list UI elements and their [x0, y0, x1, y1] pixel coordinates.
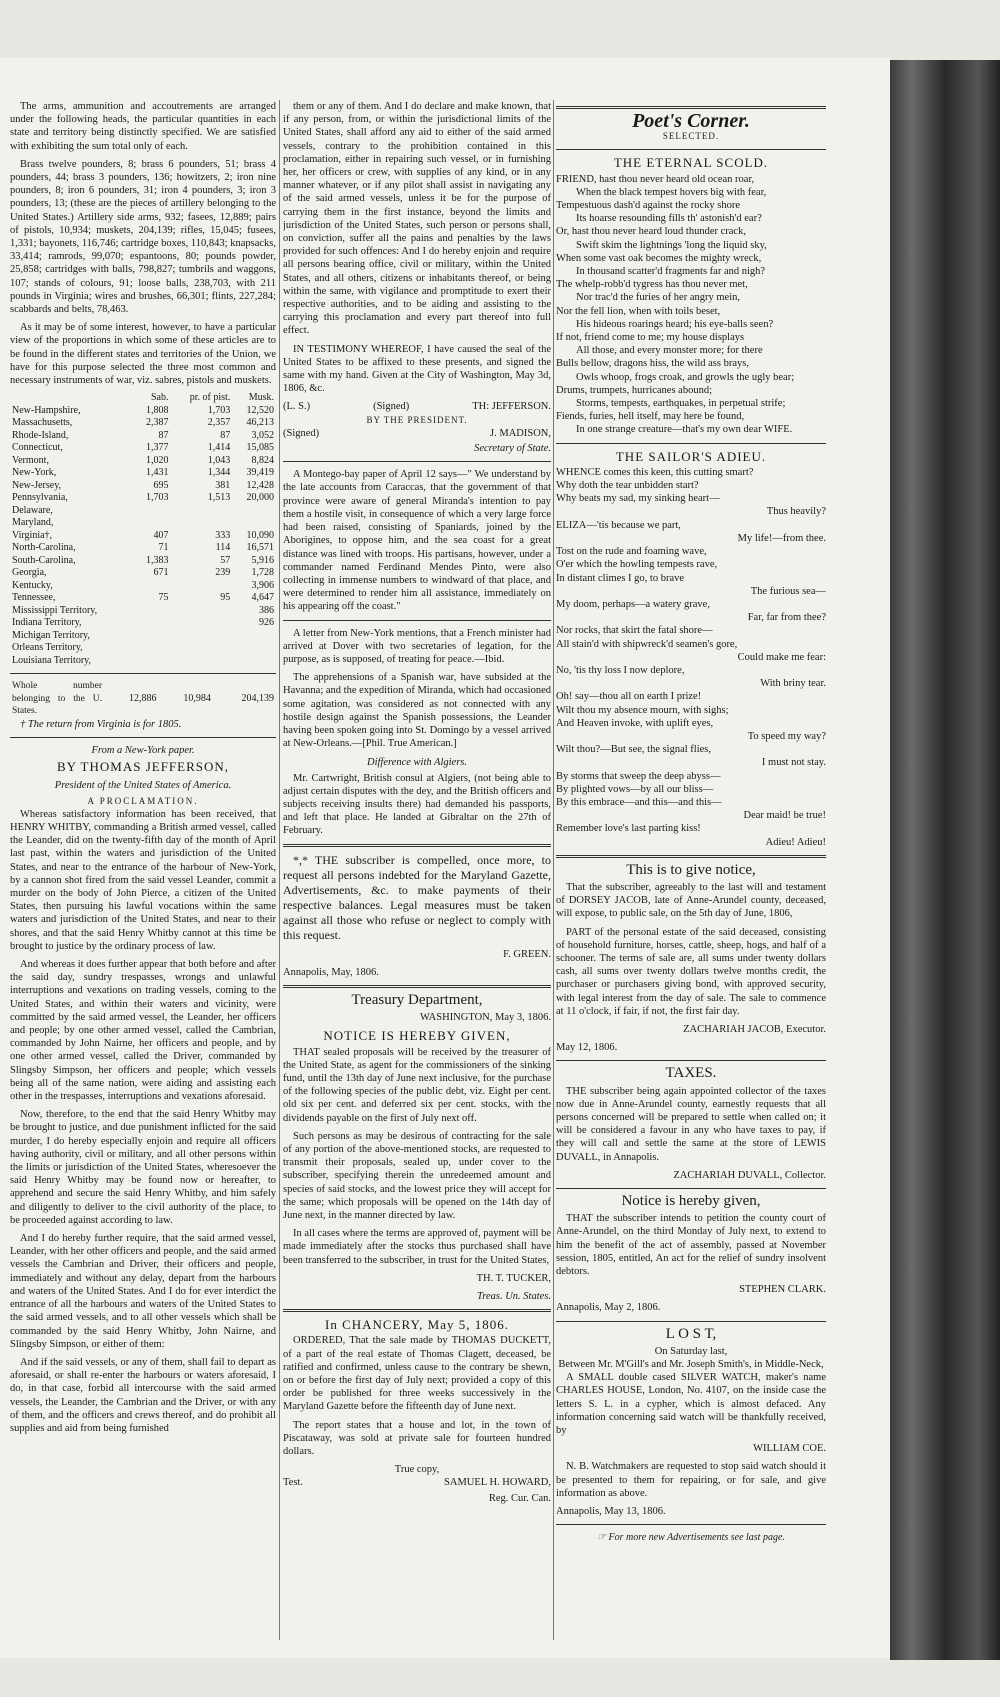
- treasury-p2: Such persons as may be desirous of contracting for the sale of any portion of the above-mentioned stocks, are requested to transmit their proposals, sealed up, under cover to the subscriber, specifying therein the unredeemed amount and species of said stocks, and the lowest price they will accept for the same; which proposals will be opened on the 14th day of June next, in the manner directed by law.: [283, 1130, 551, 1222]
- table-row: Louisiana Territory,: [12, 654, 91, 666]
- table-row: Michigan Territory,: [12, 629, 90, 641]
- table-row: North-Carolina, 71 114 16,571: [12, 542, 274, 554]
- poem-line: Bulls bellow, dragons hiss, the wild ass brays,: [556, 358, 749, 370]
- poem-line: In distant climes I go, to brave: [556, 572, 685, 584]
- poem-line: Adieu! Adieu!: [765, 836, 826, 848]
- table-row: Tennessee, 75 95 4,647: [12, 592, 274, 604]
- poem-line: All stain'd with shipwreck'd seamen's gore,: [556, 638, 738, 650]
- column-divider: [279, 100, 280, 1640]
- poem-line: Could make me fear:: [737, 651, 826, 663]
- proclamation-p2: And whereas it does further appear that both before and after the said day, sundry trespasses, wrongs and unlawful interruptions and vexations on trading vessels, coming to the United States, and within their waters and vicinity, were committed by the said armed vessel, the Leander, her officers and people; by one other armed vessel, called the Cambrian, commanded by John Nairne, her officers and people, and by one other armed vessel, called the Driver, commanded by Slingsby Simpson, her officers and people; which vessels being all of the same nation, were aiding and assisting each other in the trespasses, interruptions and vexations aforesaid.: [10, 959, 276, 1103]
- table-row: Virginia†, 407 333 10,090: [12, 529, 274, 541]
- poem-line: The whelp-robb'd tygress has thou never met,: [556, 279, 748, 291]
- table-row: Delaware,: [12, 504, 53, 516]
- poem-eternal-scold: [556, 173, 826, 437]
- poem-line: Thus heavily?: [766, 506, 826, 518]
- table-row: Georgia, 671 239 1,728: [12, 567, 274, 579]
- poem-line: In one strange creature—that's my own dear WIFE.: [576, 424, 793, 436]
- poem-line: Wilt thou my absence mourn, with sighs;: [556, 704, 729, 716]
- table-row: Vermont, 1,020 1,043 8,824: [12, 454, 274, 466]
- poem-line: Owls whoop, frogs croak, and growls the ugly bear;: [576, 371, 795, 383]
- poem-line: Dear maid! be true!: [743, 810, 826, 822]
- poem-sailors-adieu: [556, 466, 826, 849]
- poem-line: Oh! say—thou all on earth I prize!: [556, 691, 702, 703]
- poem-line: To speed my way?: [747, 730, 826, 742]
- treasury-p1: THAT sealed proposals will be received by the treasurer of the United State, as agent for the commissioners of the sinking fund, until the 13th day of June next inclusive, for the purchase of the following species of the public debt, viz. Eight per cent. old six per cent. and deferred six per cent. stocks, with the dividends payable on the first of July next off.: [283, 1046, 551, 1124]
- algiers-news: Mr. Cartwright, British consul at Algiers, (not being able to adjust certain disputes with the dey, and the British officers and subjects receiving insults there) had demanded his passports, and left that place. He landed at Gibraltar on the 27th of February.: [283, 772, 551, 837]
- arms-para: As it may be of some interest, however, to have a particular view of the proportions in which some of these articles are to be found in the different states and territories of the Union, we have for this purpose selected the three most common and necessary instruments of war, viz. sabres, pistols and muskets.: [10, 322, 276, 387]
- arms-rows: [10, 405, 276, 668]
- poem-line: Nor the fell lion, when with toils beset,: [556, 305, 721, 317]
- proclamation-p4: And I do hereby further require, that the said armed vessel, Leander, with her other officers and people, and the said armed vessels the Cambrian and Driver, their officers and people, immediately and without any delay, depart from the harbours and waters of the United States. And I do for ever interdict the entrance of all the harbours and waters of the United States to the said armed vessels, and to all other vessels which shall be commanded by the said Henry Whitby, John Nairne, and Slingsby Simpson, or either of them:: [10, 1233, 276, 1350]
- table-row: Maryland,: [12, 517, 54, 529]
- treasury-p3: In all cases where the terms are approved of, payment will be made immediately after the stocks thus purchased shall have been transferred to the subscriber, in trust for the United States,: [283, 1228, 551, 1266]
- column-right: Poet's Corner. SELECTED. THE ETERNAL SCOLD. FRIEND, hast thou never heard old ocean roar, When the black tempest hovers big with fear, Tempestuous dash'd against the rocky shore Its hoarse resounding fills th' astonish'd ear? Or, hast thou never heard loud thunder crack, Swift skim the lightnings 'long the liquid sky, When some vast oak becomes the mighty wreck, In thousand scatter'd fragments far and nigh? The whelp-robb'd tygress has thou never met, Nor trac'd the furies of her angry mein, Nor the fell lion, when with toils beset, His hideous roarings heard; his eye-balls seen? If not, friend come to me; my house displays All those, and every monster more; for there Bulls bellow, dragons hiss, the wild ass brays, Owls whoop, frogs croak, and growls the ugly bear; Drums, trumpets, hurricanes abound; Storms, tempests, earthquakes, in perpetual strife; Fiends, furies, hell itself, may here be found, In one strange creature—that's my own dear WIFE. THE SAILOR'S ADIEU. WHENCE comes this keen, this cutting smart? Why doth the tear unbidden start? Why beats my sad, my sinking heart— Thus heavily? ELIZA—'tis because we part, My life!—from thee. Tost on the rude and foaming wave, O'er which the howling tempests rave, In distant climes I go, to brave The furious sea— My doom, perhaps—a watery grave, Far, far from thee? Nor rocks, that skirt the fatal shore— All stain'd with shipwreck'd seamen's gore, Could make me fear: No, 'tis thy loss I now deplore, With briny tear. Oh! say—thou all on earth I prize! Wilt thou my absence mourn, with sighs; And Heaven invoke, with uplift eyes, To speed my way? Wilt thou?—But see, the signal flies, I must not stay. By storms that sweep the deep abyss— By plighted vows—by all our bliss— By this embrace—and this—and this— Dear maid! be true! Remember love's last parting kiss! Adieu! Adieu! This is to give notice, That the subscriber, agreeably to the last will and testament of DORSEY JACOB, late of Anne-Arundel county, deceased, will expose, to public sale, on the 5th day of June, 1806, PART of the personal estate of the said deceased, consisting of household furniture, horses, cattle, sheep, hogs, and half of a schooner. The terms of sale are, all sums under twenty dollars cash, all sums over twenty dollars twelve months credit, the purchaser or purchasers giving bond, with approved security, with legal interest from the day of sale. The sale to commence at 11 o'clock, if fair, if not, the first fair day. ZACHARIAH JACOB, Executor. May 12, 1806. TAXES. THE subscriber being again appointed collector of the taxes now due in Anne-Arundel county, earnestly requests that all persons concerned will be prepared to settle when called on; it will be considered a favour in any who have taxes to pay, if they will call and settle the same at the store of LEWIS DUVALL, in Annapolis. ZACHARIAH DUVALL, Collector. Notice is hereby given, THAT the subscriber intends to petition the county court of Anne-Arundel, on the third Monday of July next, to extend to him the benefit of the act of assembly, passed at November session, 1805, entitled, An act for the relief of sundry insolvent debtors. STEPHEN CLARK. Annapolis, May 2, 1806. L O S T, On Saturday last, Between Mr. M'Gill's and Mr. Joseph Smith's, in Middle-Neck, A SMALL double cased SILVER WATCH, maker's name CHARLES HOUSE, London, No. 4107, on the inside case the letters S. L. in a cypher, which is almost defaced. Any information concerning said watch will be thankfully received, by WILLIAM COE. N. B. Watchmakers are requested to stop said watch should it be presented to them for repairing, or for sale, and give information as above. Annapolis, May 13, 1806. ☞ For more new Advertisements see last page.: [556, 100, 826, 1640]
- book-binding: [890, 60, 1000, 1660]
- arms-intro: The arms, ammunition and accoutrements are arranged under the following heads, the particular quantities in each state and territory being distinctly specified. We are satisfied with exhibiting the sum total only of each.: [10, 101, 276, 152]
- poem-line: Its hoarse resounding fills th' astonish'd ear?: [576, 213, 762, 225]
- poem-line: By plighted vows—by all our bliss—: [556, 783, 714, 795]
- arms-table: [10, 392, 276, 667]
- signature-block: (L. S.) (Signed) TH: JEFFERSON.: [283, 401, 551, 413]
- proclamation-p1: Whereas satisfactory information has been received, that HENRY WHITBY, commanding a British armed vessel, called the Leander, did on the twenty-fifth day of the month of April last past, within the waters and jurisdiction of the United States, and near to the entrance of the harbour of New-York, by a cannon shot fired from the said vessel Leander, commit a murder on the body of John Pierce, a citizen of the United States, then pursuing his lawful vocations within the same waters and jurisdiction of the United States, and near to their shores, and that the said Henry Whitby cannot at this time be brought to justice by the ordinary process of law.: [10, 808, 276, 952]
- column-middle: them or any of them. And I do declare and make known, that if any person, from, or within the jurisdictional limits of the United States, shall afford any aid to either of the said armed vessels, contrary to the prohibition contained in this proclamation, either in repairing such vessel, or in furnishing her, her officers or crew, with supplies of any kind, or in any manner whatever, or if any pilot shall assist in navigating any of the said armed vessels, unless it be for the purpose of carrying them in the first instance, beyond the limits and jurisdiction of the United States, such person or persons shall, on conviction, suffer all the pains and penalties by the laws provided for such offences: And I do hereby enjoin and require all persons bearing office, civil or military, within the United States, and all others, citizens or inhabitants thereof, or being within the same, with vigilance and promptitude to exert their respective authorities, and to be aiding and assisting to the carrying this proclamation and every part thereof into full effect. IN TESTIMONY WHEREOF, I have caused the seal of the United States to be affixed to these presents, and signed the same with my hand. Given at the City of Washington, May 3d, 1806, &c. (L. S.) (Signed) TH: JEFFERSON. BY THE PRESIDENT. (Signed) J. MADISON, Secretary of State. A Montego-bay paper of April 12 says—" We understand by the late accounts from Caraccas, that the government of that province were aware of general Miranda's intention to pay them a hostile visit, in consequence of which a very large force had been raised, consisting of Spaniards, joined by the Aborigines, to oppose him, and the sea coast for a great distance was lined with troops. His partisans, however, under a commander named Ferdinand Mendes Pinto, were also collecting in immense numbers to windward of that place, and were determined to render him all assistance, immediately on his appearing off the coast." A letter from New-York mentions, that a French minister had arrived at Dover with two secretaries of legation, for the purpose, as is supposed, of treating for peace.—Ibid. The apprehensions of a Spanish war, have subsided at the Havanna; and the expedition of Miranda, which had occasioned some agitation, was considered as not connected with any hostile design against the Spanish possessions, the Leander having been spoken going into St. Domingo by a vessel arrived at New-Orleans.—[Phil. True American.] Difference with Algiers. Mr. Cartwright, British consul at Algiers, (not being able to adjust certain disputes with the dey, and the British officers and subjects receiving insults there) had demanded his passports, and left that place. He landed at Gibraltar on the 27th of February. *,* THE subscriber is compelled, once more, to request all persons indebted for the Maryland Gazette, Advertisements, &c. to make payments of their respective balances. Legal measures must be taken against all those who refuse or neglect to comply with this request. F. GREEN. Annapolis, May, 1806. Treasury Department, WASHINGTON, May 3, 1806. NOTICE IS HEREBY GIVEN, THAT sealed proposals will be received by the treasurer of the United State, as agent for the commissioners of the sinking fund, until the 13th day of June next inclusive, for the purchase of the following species of the public debt, viz. Eight per cent. old six per cent. and deferred six per cent. stocks, with the dividends payable on the first of July next off. Such persons as may be desirous of contracting for the sale of any portion of the above-mentioned stocks, are requested to transmit their proposals, sealed up, under cover to the subscriber, specifying therein the unredeemed amount and species of said stocks, and the lowest price they will accept for the same; which proposals will be opened on the 14th day of June next, in the manner directed by law. In all cases where the terms are approved of, payment will be made immediately after the stocks thus purchased shall have been transferred to the subscriber, in trust for the United States, TH. T. TUCKER, Treas. Un. States. In CHANCERY, May 5, 1806. ORDERED, That the sale made by THOMAS DUCKETT, of a part of the real estate of Thomas Clagett, deceased, be ratified and confirmed, unless cause to the contrary be shewn, on or before the first day of July next; provided a copy of this order be published for three weeks successively in the Maryland Gazette before the fifteenth day of June next. The report states that a house and lot, in the town of Piscataway, was sold at private sale for fourteen hundred dollars. True copy, Test. SAMUEL H. HOWARD, Reg. Cur. Can.: [283, 101, 551, 1504]
- poem-line: WHENCE comes this keen, this cutting smart?: [556, 466, 754, 478]
- table-row: New-York, 1,431 1,344 39,419: [12, 467, 274, 479]
- arms-totals: Brass twelve pounders, 8; brass 6 pounders, 51; brass 4 pounders, 44; brass 3 pounders, 136; howitzers, 2; iron nine pounders, 8; iron 6 pounders, 31; iron 4 pounders, 3; iron 3 pounders, 13; (these are the pieces of artillery belonging to the United States.) Artillery side arms, 932; fasees, 12,889; pairs of pistols, 10,934; muskets, 204,139; rifles, 15,045; fusees, 1,331; bayonets, 116,746; cartridge boxes, 110,843; knapsacks, 33,414; ramrods, 99,070; espantoons, 80; pounds powder, 25,858; cartridges with balls, 798,827; tumbrils and waggons, 107; stands of colours, 91; loose balls, 238,703, with 211 pounds in Virginia; wires and brushes, 66,301; flints, 227,284; scabbards and belts, 78,463.: [10, 158, 276, 316]
- poem-line: Swift skim the lightnings 'long the liquid sky,: [576, 239, 767, 251]
- proclamation-p5: And if the said vessels, or any of them, shall fail to depart as aforesaid, or shall re-enter the harbours or waters aforesaid, I do, in that case, forbid all intercourse with the said armed vessels, the Leander, the Cambrian and the Driver, or with any of them, and the officers and crews thereof, and do prohibit all supplies and aid from being furnished: [10, 1356, 276, 1434]
- table-row: New-Hampshire, 1,808 1,703 12,520: [12, 404, 274, 416]
- poem-line: By storms that sweep the deep abyss—: [556, 770, 721, 782]
- table-row: Massachusetts, 2,387 2,357 46,213: [12, 417, 274, 429]
- proclamation-head: A PROCLAMATION.: [87, 795, 199, 806]
- proclamation-p3: Now, therefore, to the end that the said Henry Whitby may be brought to justice, and due punishment inflicted for the said murder, I do hereby especially enjoin and require all officers having authority, civil or military, and all other persons within the limits or jurisdiction of the United States, wheresoever the said Henry Whitby may be found now or hereafter, to apprehend and secure the said Henry Whitby, and him safely and diligently to deliver to the civil authority of the place, to be proceeded against according to law.: [10, 1109, 276, 1226]
- chancery-order: ORDERED, That the sale made by THOMAS DUCKETT, of a part of the real estate of Thomas Clagett, deceased, be ratified and confirmed, unless cause to the contrary be shewn, on or before the first day of July next; provided a copy of this order be published for three weeks successively in the Maryland Gazette before the fifteenth day of June next.: [283, 1335, 551, 1413]
- poem-line: Remember love's last parting kiss!: [556, 823, 701, 835]
- poem-line: All those, and every monster more; for there: [576, 345, 763, 357]
- table-row: Connecticut, 1,377 1,414 15,085: [12, 442, 274, 454]
- poem-line: And Heaven invoke, with uplift eyes,: [556, 717, 714, 729]
- poem-line: Nor trac'd the furies of her angry mein,: [576, 292, 740, 304]
- poem-line: My doom, perhaps—a watery grave,: [556, 598, 710, 610]
- table-footnote: † The return from Virginia is for 1805.: [20, 718, 182, 730]
- column-left: [10, 100, 276, 1640]
- havanna-news: The apprehensions of a Spanish war, have subsided at the Havanna; and the expedition of Miranda, which had occasioned some agitation, was considered as not connected with any hostile design against the Spanish possessions, the Leander having been spoken going into St. Domingo by a vessel arrived at New-Orleans.—[Phil. True American.]: [283, 672, 551, 750]
- poem-line: Why doth the tear unbidden start?: [556, 480, 699, 492]
- poem-line: My life!—from thee.: [737, 532, 826, 544]
- table-row: South-Carolina, 1,383 57 5,916: [12, 554, 274, 566]
- treasury-head: Treasury Department,: [351, 991, 483, 1008]
- poem-line: With briny tear.: [760, 678, 826, 690]
- office-line: President of the United States of America.: [54, 780, 232, 792]
- whole-number-table: [10, 680, 276, 718]
- poem-line: Why beats my sad, my sinking heart—: [556, 493, 720, 505]
- poem-title: THE ETERNAL SCOLD.: [613, 155, 769, 171]
- poem-line: Drums, trumpets, hurricanes abound;: [556, 384, 713, 396]
- poem-line: The furious sea—: [750, 585, 826, 597]
- poem-line: Tempestuous dash'd against the rocky shore: [556, 200, 740, 212]
- table-row: Orleans Territory,: [12, 642, 83, 654]
- poem-line: Tost on the rude and foaming wave,: [556, 546, 707, 558]
- more-ads-note: ☞ For more new Advertisements see last page.: [597, 1532, 785, 1544]
- poem-line: Far, far from thee?: [747, 612, 826, 624]
- poem-line: Fiends, furies, hell itself, may here be found,: [556, 411, 745, 423]
- algiers-head: Difference with Algiers.: [366, 757, 468, 769]
- notice-head: This is to give notice,: [626, 861, 756, 878]
- column-divider: [553, 100, 554, 1640]
- table-row: Indiana Territory, 926: [12, 617, 274, 629]
- poem-line: By this embrace—and this—and this—: [556, 796, 722, 808]
- chancery-report: The report states that a house and lot, in the town of Piscataway, was sold at private sale for fourteen hundred dollars.: [283, 1419, 551, 1458]
- poem-line: No, 'tis thy loss I now deplore,: [556, 664, 685, 676]
- lost-head: L O S T,: [665, 1325, 717, 1342]
- table-row: Rhode-Island, 87 87 3,052: [12, 429, 274, 441]
- poem-line: Wilt thou?—But see, the signal flies,: [556, 744, 712, 756]
- poem-line: If not, friend come to me; my house displays: [556, 332, 745, 344]
- green-signature: F. GREEN.: [503, 948, 551, 960]
- chancery-head: In CHANCERY, May 5, 1806.: [324, 1317, 510, 1333]
- table-header: Sab. pr. of pist. Musk.: [150, 392, 274, 404]
- table-row: Pennsylvania, 1,703 1,513 20,000: [12, 492, 274, 504]
- poem-line: When the black tempest hovers big with fear,: [576, 186, 767, 198]
- poem-line: Storms, tempests, earthquakes, in perpetual strife;: [576, 398, 786, 410]
- table-rule: [10, 673, 276, 674]
- green-notice: *,* THE subscriber is compelled, once more, to request all persons indebted for the Maryland Gazette, Advertisements, &c. to make payments of their respective balances. Legal measures must be taken against all those who refuse or neglect to comply with this request.: [283, 852, 551, 942]
- poem-line: I must not stay.: [761, 757, 826, 769]
- proclamation-cont: them or any of them. And I do declare and make known, that if any person, from, or within the jurisdictional limits of the United States, shall afford any aid to either of the said armed vessels, contrary to the prohibition contained in this proclamation, either in repairing such vessel, or in furnishing her, her officers or crew, with supplies of any kind, or in any manner whatever, or if any pilot shall assist in navigating any of the said armed vessels, unless it be for the purpose of carrying them in the first instance, beyond the limits and jurisdiction of the United States, such person or persons shall, on conviction, suffer all the pains and penalties by the laws provided for such offences: And I do hereby enjoin and require all persons bearing office, civil or military, within the United States, and all others, citizens or inhabitants thereof, or being within the same, with vigilance and promptitude to exert their respective authorities, and to be aiding and assisting to the carrying this proclamation and every part thereof into full effect.: [283, 101, 551, 337]
- table-row: Whole number belonging to the U. States. 12,886 10,984 204,139: [12, 681, 274, 717]
- table-row: Kentucky, 3,906: [12, 579, 274, 591]
- montego-news: A Montego-bay paper of April 12 says—" We understand by the late accounts from Caraccas, that the government of that province were aware of general Miranda's intention to pay them a hostile visit, in consequence of which a very large force had been raised, consisting of Spaniards, joined by the Aborigines, to oppose him, and the sea coast for a great distance was lined with troops. His partisans, however, under a commander named Ferdinand Mendes Pinto, were also collecting in immense numbers to windward of that place, and were determined to render him all assistance, immediately on his appearing off the coast.": [283, 469, 551, 613]
- poets-corner-title: Poet's Corner.: [632, 110, 750, 132]
- source-line: From a New-York paper.: [91, 744, 195, 756]
- testimony: IN TESTIMONY WHEREOF, I have caused the seal of the United States to be affixed to these presents, and signed the same with my hand. Given at the City of Washington, May 3d, 1806, &c.: [283, 343, 551, 395]
- poem-line: In thousand scatter'd fragments far and nigh?: [576, 266, 766, 278]
- poem-title: THE SAILOR'S ADIEU.: [615, 448, 767, 464]
- table-row: New-Jersey, 695 381 12,428: [12, 479, 274, 491]
- poem-line: When some vast oak becomes the mighty wreck,: [556, 252, 762, 264]
- poem-line: His hideous roarings heard; his eye-balls seen?: [576, 318, 774, 330]
- given-head: Notice is hereby given,: [621, 1193, 761, 1210]
- poem-line: O'er which the howling tempests rave,: [556, 559, 718, 571]
- poem-line: FRIEND, hast thou never heard old ocean roar,: [556, 173, 755, 185]
- poem-line: Nor rocks, that skirt the fatal shore—: [556, 625, 713, 637]
- newyork-news: A letter from New-York mentions, that a French minister had arrived at Dover with two secretaries of legation, for the purpose, as is supposed, of treating for peace.—Ibid.: [283, 627, 551, 665]
- poem-line: Or, hast thou never heard loud thunder crack,: [556, 226, 746, 238]
- taxes-head: TAXES.: [665, 1065, 717, 1082]
- table-row: Mississippi Territory, 386: [12, 604, 274, 616]
- poem-line: ELIZA—'tis because we part,: [556, 519, 681, 531]
- byline: BY THOMAS JEFFERSON,: [56, 759, 230, 775]
